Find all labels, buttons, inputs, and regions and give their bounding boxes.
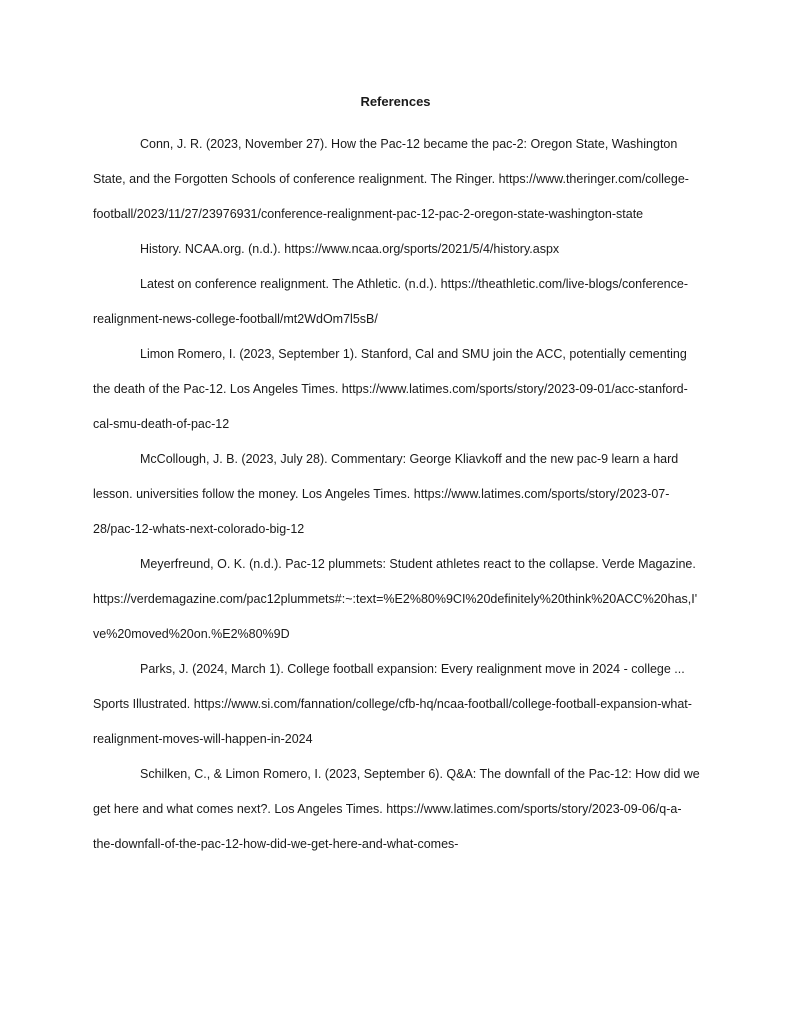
reference-list bbox=[93, 127, 700, 862]
reference-entry bbox=[93, 337, 700, 442]
reference-text: Parks, J. (2024, March 1). College football expansion: Every realignment move in 2024 - college ... Sports Illustrated. https://www.si.com/fannation/college/cfb-hq/ncaa-football/college-football-expansion-what-realignment-moves-will-happen-in-2024 bbox=[93, 662, 692, 746]
reference-text: McCollough, J. B. (2023, July 28). Commentary: George Kliavkoff and the new pac-9 learn a hard lesson. universities follow the money. Los Angeles Times. https://www.latimes.com/sports/story/2023-07-28/pac-12-whats-next-colorado-big-12 bbox=[93, 452, 679, 536]
page-title: References bbox=[360, 94, 431, 109]
reference-text: Conn, J. R. (2023, November 27). How the Pac-12 became the pac-2: Oregon State, Washington State, and the Forgotten Schools of conference realignment. The Ringer. https://www.theringer.com/college-football/2023/11/27/23976931/conference-realignment-pac-12-pac-2-oregon-state-washington-state bbox=[93, 137, 689, 221]
reference-text: Latest on conference realignment. The Athletic. (n.d.). https://theathletic.com/live-blogs/conference-realignment-news-college-football/mt2WdOm7l5sB/ bbox=[93, 277, 688, 326]
reference-text: Schilken, C., & Limon Romero, I. (2023, September 6). Q&A: The downfall of the Pac-12: How did we get here and what comes next?. Los Angeles Times. https://www.latimes.com/sports/story/2023-09-06/q-a-the-downfall-of-the-pac-12-how-did-we-get-here-and-what-comes- bbox=[93, 767, 700, 851]
reference-text: History. NCAA.org. (n.d.). https://www.ncaa.org/sports/2021/5/4/history.aspx bbox=[140, 242, 560, 256]
reference-entry bbox=[93, 127, 700, 232]
reference-entry bbox=[93, 652, 700, 757]
reference-entry bbox=[93, 547, 700, 652]
reference-text: Limon Romero, I. (2023, September 1). Stanford, Cal and SMU join the ACC, potentially cementing the death of the Pac-12. Los Angeles Times. https://www.latimes.com/sports/story/2023-09-01/acc-stanford-cal-smu-death-of-pac-12 bbox=[93, 347, 688, 431]
reference-entry bbox=[93, 267, 700, 337]
reference-text: Meyerfreund, O. K. (n.d.). Pac-12 plummets: Student athletes react to the collapse. Verde Magazine. https://verdemagazine.com/pac12plummets#:~:text=%E2%80%9CI%20definitely%20think%20ACC%20has,I've%20moved%20on.%E2%80%9D bbox=[93, 557, 698, 641]
reference-entry bbox=[93, 442, 700, 547]
reference-entry bbox=[93, 757, 700, 862]
reference-entry bbox=[93, 232, 700, 267]
